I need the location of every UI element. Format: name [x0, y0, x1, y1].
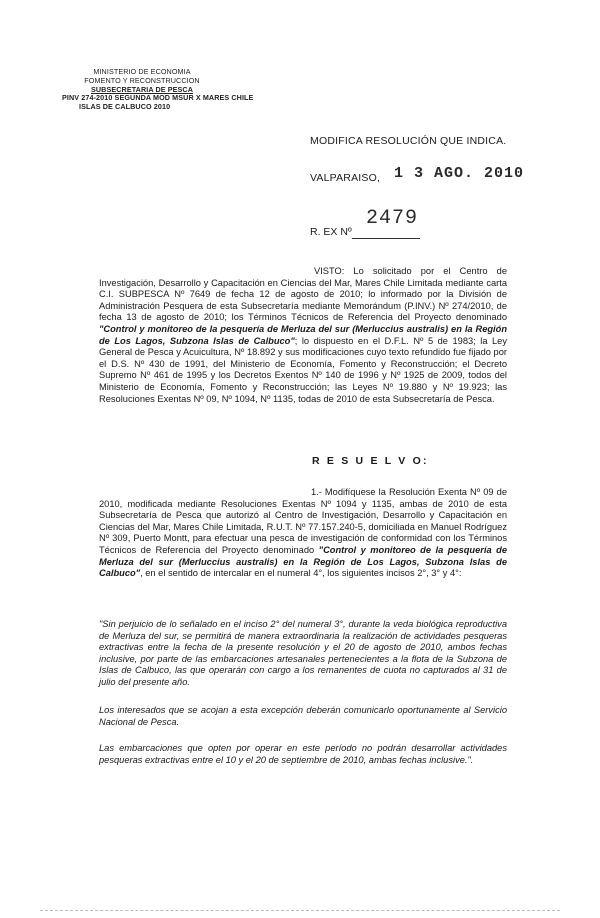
- letterhead: [62, 68, 282, 112]
- letterhead-subsecretaria: SUBSECRETARIA DE PESCA: [90, 84, 194, 94]
- visto-paragraph: [99, 266, 507, 405]
- inserted-inciso-3: Los interesados que se acojan a esta excepción deberán comunicarlo oportunamente al Servicio Nacional de Pesca.: [99, 705, 507, 727]
- letterhead-reference: PINV 274-2010 SEGUNDA MOD MSUR X MARES CHILE: [62, 93, 254, 103]
- scan-footer-line: [40, 910, 560, 911]
- resolution-number-stamp: 2479: [366, 207, 419, 230]
- visto-lead: VISTO:: [314, 266, 345, 276]
- document-place: VALPARAISO,: [310, 172, 381, 184]
- visto-text-2: ; lo dispuesto en el D.F.L. Nº 5 de 1983; la Ley General de Pesca y Acuicultura, Nº 18.892 y sus modificaciones cuyo texto refundido fue fijado por el D.S. Nº 430 de 1991, del Ministerio de Economía, Fomento y Reconstrucción; el Decreto Supremo Nº 461 de 1995 y los Decretos Exentos Nº 140 de 1996 y Nº 1925 de 2009, todos del Ministerio de Economía, Fomento y Reconstrucción; las Leyes Nº 19.880 y Nº 19.923; las Resoluciones Exentas Nº 09, Nº 1094, Nº 1135, todas de 2010 de esta Subsecretaría de Pesca.: [99, 335, 507, 404]
- inserted-inciso-4: Las embarcaciones que opten por operar en este período no podrán desarrollar actividades pesqueras extractivas entre el 10 y el 20 de septiembre de 2010, ambas fechas inclusive.".: [99, 743, 507, 765]
- resolutivo-text-2: , en el sentido de intercalar en el numeral 4°, los siguientes incisos 2°, 3° y 4°:: [140, 568, 462, 579]
- visto-project-name: "Control y monitoreo de la pesquería de Merluza del sur (Merluccius australis) en la Región de Los Lagos, Subzona Islas de Calbuco": [99, 323, 507, 346]
- letterhead-ministry-sub: FOMENTO Y RECONSTRUCCION: [84, 75, 200, 85]
- letterhead-ministry: MINISTERIO DE ECONOMIA: [93, 67, 191, 76]
- document-subject: MODIFICA RESOLUCIÓN QUE INDICA.: [310, 135, 507, 147]
- resolutivo-project-name: "Control y monitoreo de la pesquería de Merluza del sur (Merluccius australis) en la Región de Los Lagos, Subzona Islas de Calbuco": [99, 544, 507, 579]
- resolution-number-line: [352, 238, 420, 239]
- resolutivo-text-1: 1.- Modifíquese la Resolución Exenta Nº 09 de 2010, modificada mediante Resoluciones Exentas Nº 1094 y 1135, ambas de 2010 de esta Subsecretaría de Pesca que autorizó al Centro de Investigación, Desarrollo y Capacitación en Ciencias del Mar, Mares Chile Limitada, R.U.T. Nº 77.157.240-5, domiciliada en Manuel Rodríguez Nº 309, Puerto Montt, para efectuar una pesca de investigación de conformidad con los Términos Técnicos de Referencia del Proyecto denominado: [99, 487, 507, 555]
- inserted-inciso-2: "Sin perjuicio de lo señalado en el inciso 2° del numeral 3°, durante la veda biológica reproductiva de Merluza del sur, se permitirá de manera extraordinaria la realización de actividades pesqueras extractivas entre la fecha de la presente resolución y el 20 de agosto de 2010, ambos fechas inclusive, por parte de las embarcaciones artesanales pertenecientes a la flota de la Subzona de Islas de Calbuco, las que operarán con cargo a los remanentes de cuota no capturados al 31 de julio del presente año.: [99, 619, 507, 687]
- letterhead-reference-2: ISLAS DE CALBUCO 2010: [79, 102, 171, 112]
- resolutivo-paragraph: [99, 487, 507, 580]
- date-stamp: 1 3 AGO. 2010: [394, 165, 525, 182]
- resuelvo-heading: R E S U E L V O:: [312, 455, 429, 467]
- resolution-number-label: R. EX Nº: [310, 226, 352, 238]
- visto-text-1: Lo solicitado por el Centro de Investigación, Desarrollo y Capacitación en Ciencias del Mar, Mares Chile Limitada mediante carta C.I. SUBPESCA Nº 7649 de fecha 12 de agosto de 2010; lo informado por la División de Administración Pesquera de esta Subsecretaría mediante Memorándum (P.INV.) Nº 274/2010, de fecha 13 de agosto de 2010; los Términos Técnicos de Referencia del Proyecto denominado: [99, 266, 507, 323]
